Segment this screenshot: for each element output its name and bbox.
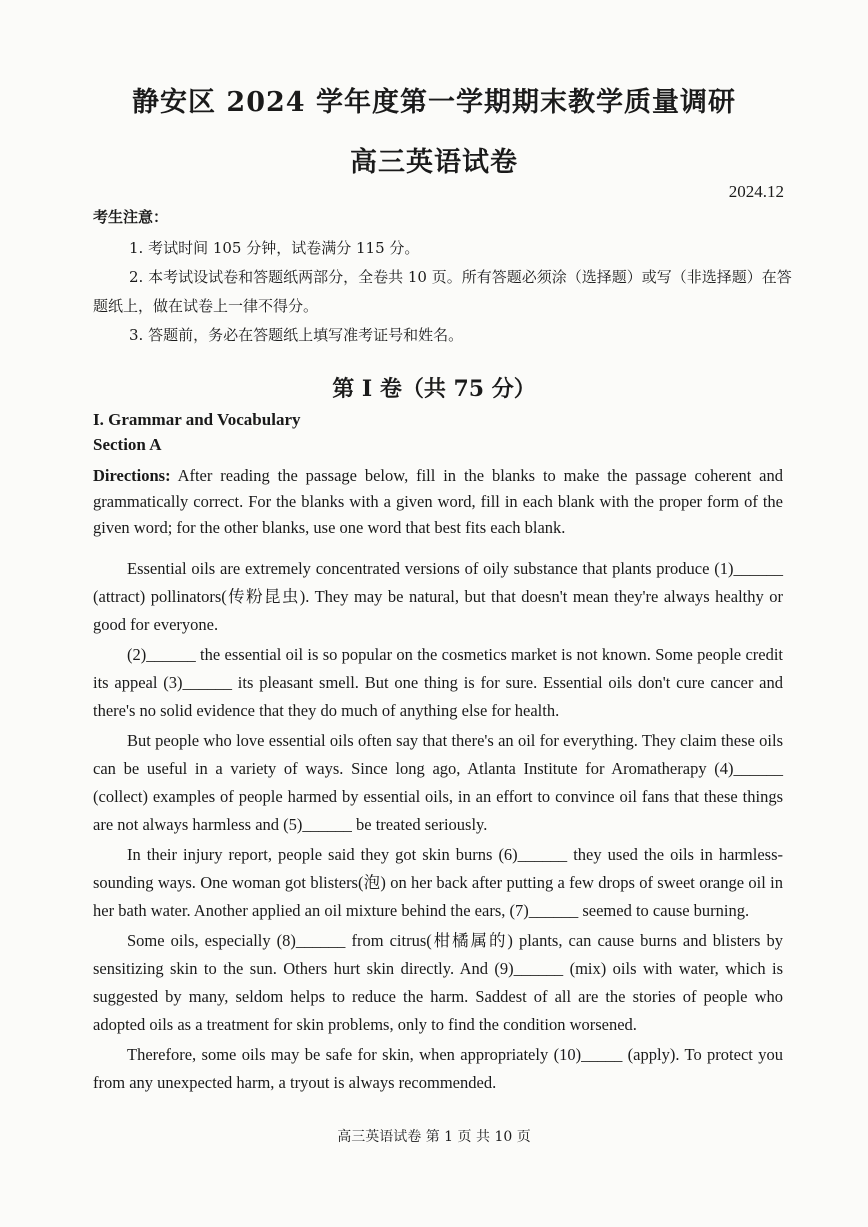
passage-paragraph: Some oils, especially (8)______ from citrus(柑橘属的) plants, can cause burns and blisters by sensitizing skin to the sun. Others hurt skin directly. And (9)______ (mix) oils with water, which is suggested by many, seldom helps to reduce the harm. Saddest of all are the stories of people who adopted oils as a treatment for skin problems, only to find the condition worsened. [93,931,783,1034]
passage [93,555,783,1099]
passage-paragraph: Therefore, some oils may be safe for skin, when appropriately (10)_____ (apply). To protect you from any unexpected harm, a tryout is always recommended. [93,1045,783,1092]
section-heading: 第 I 卷（共 75 分） [332,376,536,402]
directions-text: After reading the passage below, fill in the blanks to make the passage coherent and grammatically correct. For the blanks with a given word, fill in each blank with the proper form of the given word; for the other blanks, use one word that best fits each blank. [93,466,783,537]
notice-item: 1. 考试时间 105 分钟，试卷满分 115 分。 [129,239,420,257]
notice-list [93,234,793,350]
notice-title: 考生注意： [93,208,169,226]
exam-title: 静安区 2024 学年度第一学期期末教学质量调研 [132,87,736,118]
page-footer: 高三英语试卷 第 1 页 共 10 页 [337,1129,531,1145]
notice-item: 2. 本考试设试卷和答题纸两部分，全卷共 10 页。所有答题必须涂（选择题）或写（非选择题）在答题纸上，做在试卷上一律不得分。 [93,268,792,315]
section-a-title: Section A [93,435,162,454]
part-title: I. Grammar and Vocabulary [93,410,301,429]
directions-label: Directions: [93,466,171,485]
passage-paragraph: But people who love essential oils often say that there's an oil for everything. They claim these oils can be useful in a variety of ways. Since long ago, Atlanta Institute for Aromatherapy (4)______ (collect) examples of people harmed by essential oils, in an effort to convince oil fans that these things are not always harmless and (5)______ be treated seriously. [93,731,783,834]
passage-paragraph: (2)______ the essential oil is so popular on the cosmetics market is not known. Some people credit its appeal (3)______ its pleasant smell. But one thing is for sure. Essential oils don't cure cancer and there's no solid evidence that they do much of anything else for health. [93,645,783,720]
notice-item: 3. 答题前，务必在答题纸上填写准考证号和姓名。 [129,326,464,344]
exam-subtitle: 高三英语试卷 [350,147,518,178]
passage-paragraph: Essential oils are extremely concentrated versions of oily substance that plants produce (1)______ (attract) pollinators(传粉昆虫). They may be natural, but that doesn't mean they're always healthy or good for everyone. [93,559,783,634]
passage-paragraph: In their injury report, people said they got skin burns (6)______ they used the oils in harmless-sounding ways. One woman got blisters(泡) on her back after putting a few drops of sweet orange oil in her bath water. Another applied an oil mixture behind the ears, (7)______ seemed to cause burning. [93,845,783,920]
directions [93,463,783,541]
exam-date: 2024.12 [728,182,784,201]
